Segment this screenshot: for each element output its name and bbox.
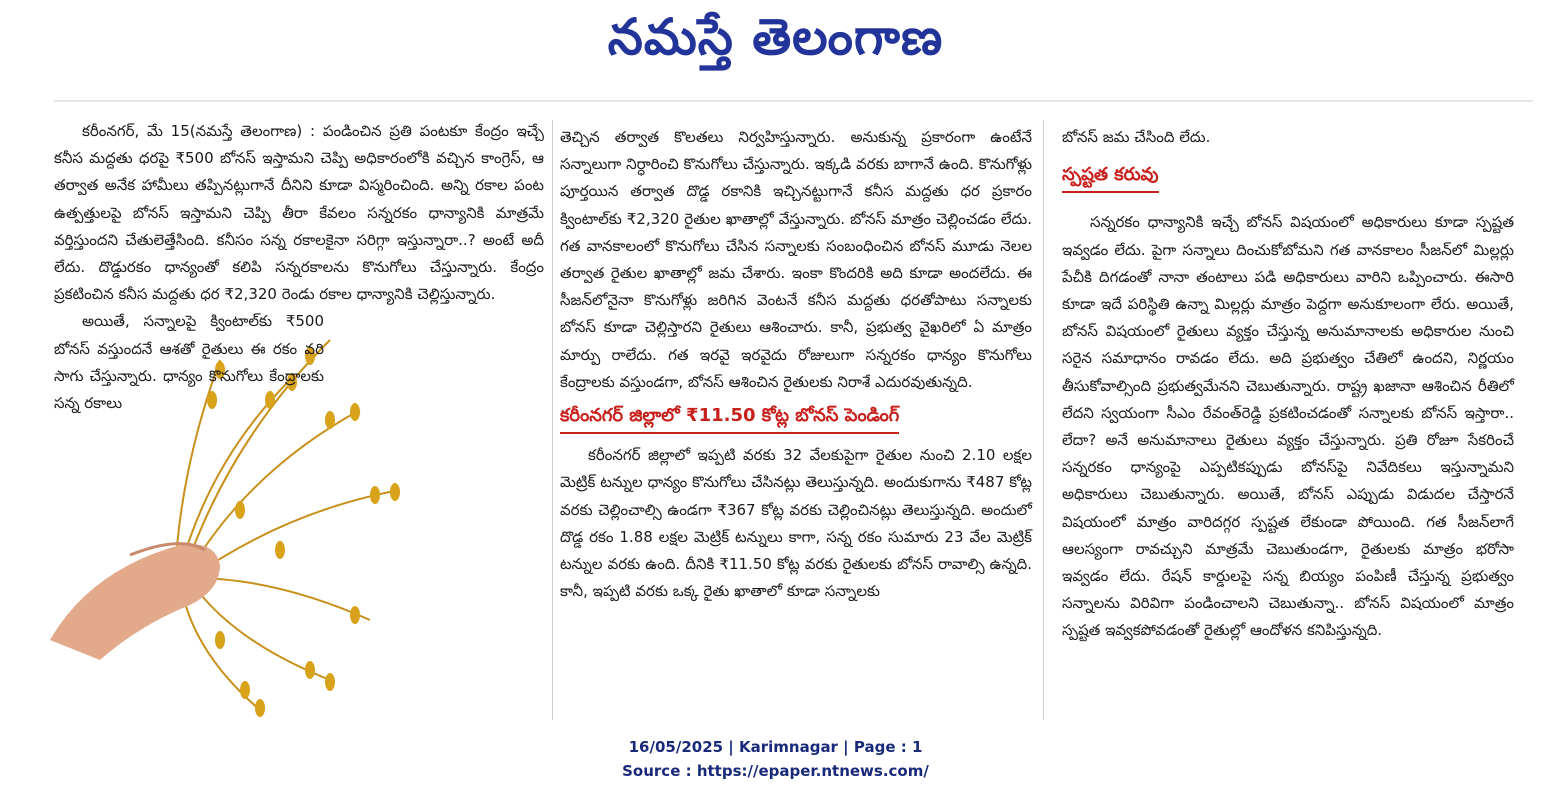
header-rule <box>54 100 1533 102</box>
article-paragraph: అయితే, సన్నాలపై క్వింటాల్‌కు ₹500 బోనస్ వస్తుందనే ఆశతో రైతులు ఈ రకం వరి సాగు చేస్తున్నారు. ధాన్యం కొనుగోలు కేంద్రాలకు సన్న రకాలు <box>54 312 324 413</box>
subheading-clarity-lacking: స్పష్టత కరువు <box>1062 161 1159 193</box>
subheading-bonus-pending: కరీంనగర్ జిల్లాలో ₹11.50 కోట్ల బోనస్ పెండింగ్ <box>560 402 899 434</box>
article-paragraph: కరీంనగర్ జిల్లాలో ఇప్పటి వరకు 32 వేలకుపైగా రైతుల నుంచి 2.10 లక్షల మెట్రిక్ టన్నుల ధాన్యం కొనుగోలు చేసినట్లు తెలుస్తున్నది. అందుకుగాను ₹487 కోట్ల వరకు చెల్లించాల్సి ఉండగా ₹367 కోట్ల వరకు చెల్లించినట్లు తెలుస్తున్నది. అందులో దొడ్డ రకం 1.88 లక్షల మెట్రిక్ టన్నులు కాగా, సన్న రకం సుమారు 23 వేల మెట్రిక్ టన్నుల వరకు ఉంది. దీనికి ₹11.50 కోట్ల వరకు రైతులకు బోనస్ రావాల్సి ఉన్నది. కానీ, ఇప్పటి వరకు ఒక్క రైతు ఖాతాలో కూడా సన్నాలకు <box>560 446 1032 601</box>
footer-date-edition: 16/05/2025 | Karimnagar | Page : 1 <box>628 738 923 756</box>
masthead-title: నమస్తే తెలంగాణ <box>607 8 944 66</box>
column-divider <box>1043 120 1044 720</box>
article-column-2 <box>560 124 1032 605</box>
article-column-3 <box>1062 124 1514 645</box>
article-paragraph: కరీంనగర్, మే 15(నమస్తే తెలంగాణ) : పండించిన ప్రతి పంటకూ కేంద్రం ఇచ్చే కనీస మద్దతు ధరపై ₹500 బోనస్ ఇస్తామని చెప్పి అధికారంలోకి వచ్చిన కాంగ్రెస్, ఆ తర్వాత అనేక హామీలు తప్పినట్లుగానే దీనిని కూడా విస్మరించింది. అన్ని రకాల పంట ఉత్పత్తులపై బోనస్ ఇస్తామని చెప్పి తీరా కేవలం సన్నరకం ధాన్యానికి మాత్రమే వర్తిస్తుందని చేతులెత్తేసింది. కనీసం సన్న రకాలకైనా సరిగ్గా ఇస్తున్నారా..? అంటే అదీ లేదు. దొడ్డురకం ధాన్యంతో కలిపి సన్నరకాలను కొనుగోలు చేస్తున్నారు. కేంద్రం ప్రకటించిన కనీస మద్దతు ధర ₹2,320 రెండు రకాల ధాన్యానికి చెల్లిస్తున్నారు. <box>54 122 544 304</box>
article-paragraph: సన్నరకం ధాన్యానికి ఇచ్చే బోనస్ విషయంలో అధికారులు కూడా స్పష్టత ఇవ్వడం లేదు. పైగా సన్నాలు దించుకోబోమని గత వానకాలం సీజన్‌లో మిల్లర్లు పేచీకి దిగడంతో నానా తంటాలు పడి అధికారులు వారిని ఒప్పించారు. ఈసారి కూడా ఇదే పరిస్థితి ఉన్నా మిల్లర్లు మాత్రం పెద్దగా అనుకూలంగా లేరు. అయితే, బోనస్ విషయంలో రైతులు వ్యక్తం చేస్తున్న అనుమానాలకు అధికారుల నుంచి సరైన సమాధానం రావడం లేదు. అది ప్రభుత్వం చేతిలో ఉందని, నిర్ణయం తీసుకోవాల్సింది ప్రభుత్వమేనని చెబుతున్నారు. రాష్ట్ర ఖజానా ఆశించిన రీతిలో లేదని స్వయంగా సీఎం రేవంత్‌రెడ్డి ప్రకటించడంతో సన్నాలకు బోనస్ ఇస్తారా.. లేదా? అనే అనుమానాలు రైతులు వ్యక్తం చేస్తున్నారు. ప్రతి రోజూ సేకరించే సన్నరకం ధాన్యంపై ఎప్పటికప్పుడు బోనస్‌పై నివేదికలు ఇస్తున్నామని అధికారులు చెబుతున్నారు. అయితే, బోనస్ ఎప్పుడు విడుదల చేస్తారనే విషయంలో మాత్రం వారిదగ్గర స్పష్టత లేకుండా పోయింది. గత సీజన్‌లాగే ఆలస్యంగా రావచ్చుని మాత్రమే చెబుతుండగా, రైతులకు మాత్రం భరోసా ఇవ్వడం లేదు. రేషన్ కార్డులపై సన్న బియ్యం పంపిణీ చేస్తున్న ప్రభుత్వం సన్నాలను విరివిగా పండించాలని చెబుతున్నా.. బోనస్ విషయంలో మాత్రం స్పష్టత ఇవ్వకపోవడంతో రైతుల్లో ఆందోళన కనిపిస్తున్నది. <box>1062 213 1514 640</box>
column-divider <box>552 120 553 720</box>
article-paragraph: తెచ్చిన తర్వాత కొలతలు నిర్వహిస్తున్నారు. అనుకున్న ప్రకారంగా ఉంటేనే సన్నాలుగా నిర్ధారించి కొనుగోలు చేస్తున్నారు. ఇక్కడి వరకు బాగానే ఉంది. కొనుగోళ్లు పూర్తయిన తర్వాత దొడ్డ రకానికి ఇచ్చినట్టుగానే కనీస మద్దతు ధర ప్రకారం క్వింటాల్‌కు ₹2,320 రైతుల ఖాతాల్లో వేస్తున్నారు. బోనస్ మాత్రం చెల్లించడం లేదు. గత వానకాలంలో కొనుగోలు చేసిన సన్నాలకు సంబంధించిన బోనస్ మూడు నెలల తర్వాత రైతుల ఖాతాల్లో జమ చేశారు. ఇంకా కొందరికి అది కూడా అందలేదు. ఈ సీజన్‌లోనైనా కొనుగోళ్లు జరిగిన వెంటనే కనీస మద్దతు ధరతోపాటు సన్నాలకు బోనస్ కూడా చెల్లిస్తారని రైతులు ఆశించారు. కానీ, ప్రభుత్వ వైఖరిలో ఏ మాత్రం మార్పు రాలేదు. గత ఇరవై ఇరవైదు రోజులుగా సన్నరకం ధాన్యం కొనుగోలు కేంద్రాలకు వస్తుండగా, బోనస్ ఆశించిన రైతులకు నిరాశే ఎదురవుతున్నది. <box>560 128 1032 391</box>
article-column-1 <box>54 118 544 417</box>
article-paragraph: బోనస్ జమ చేసింది లేదు. <box>1062 128 1211 146</box>
footer-source: Source : https://epaper.ntnews.com/ <box>622 762 929 780</box>
hand-icon <box>50 544 220 660</box>
